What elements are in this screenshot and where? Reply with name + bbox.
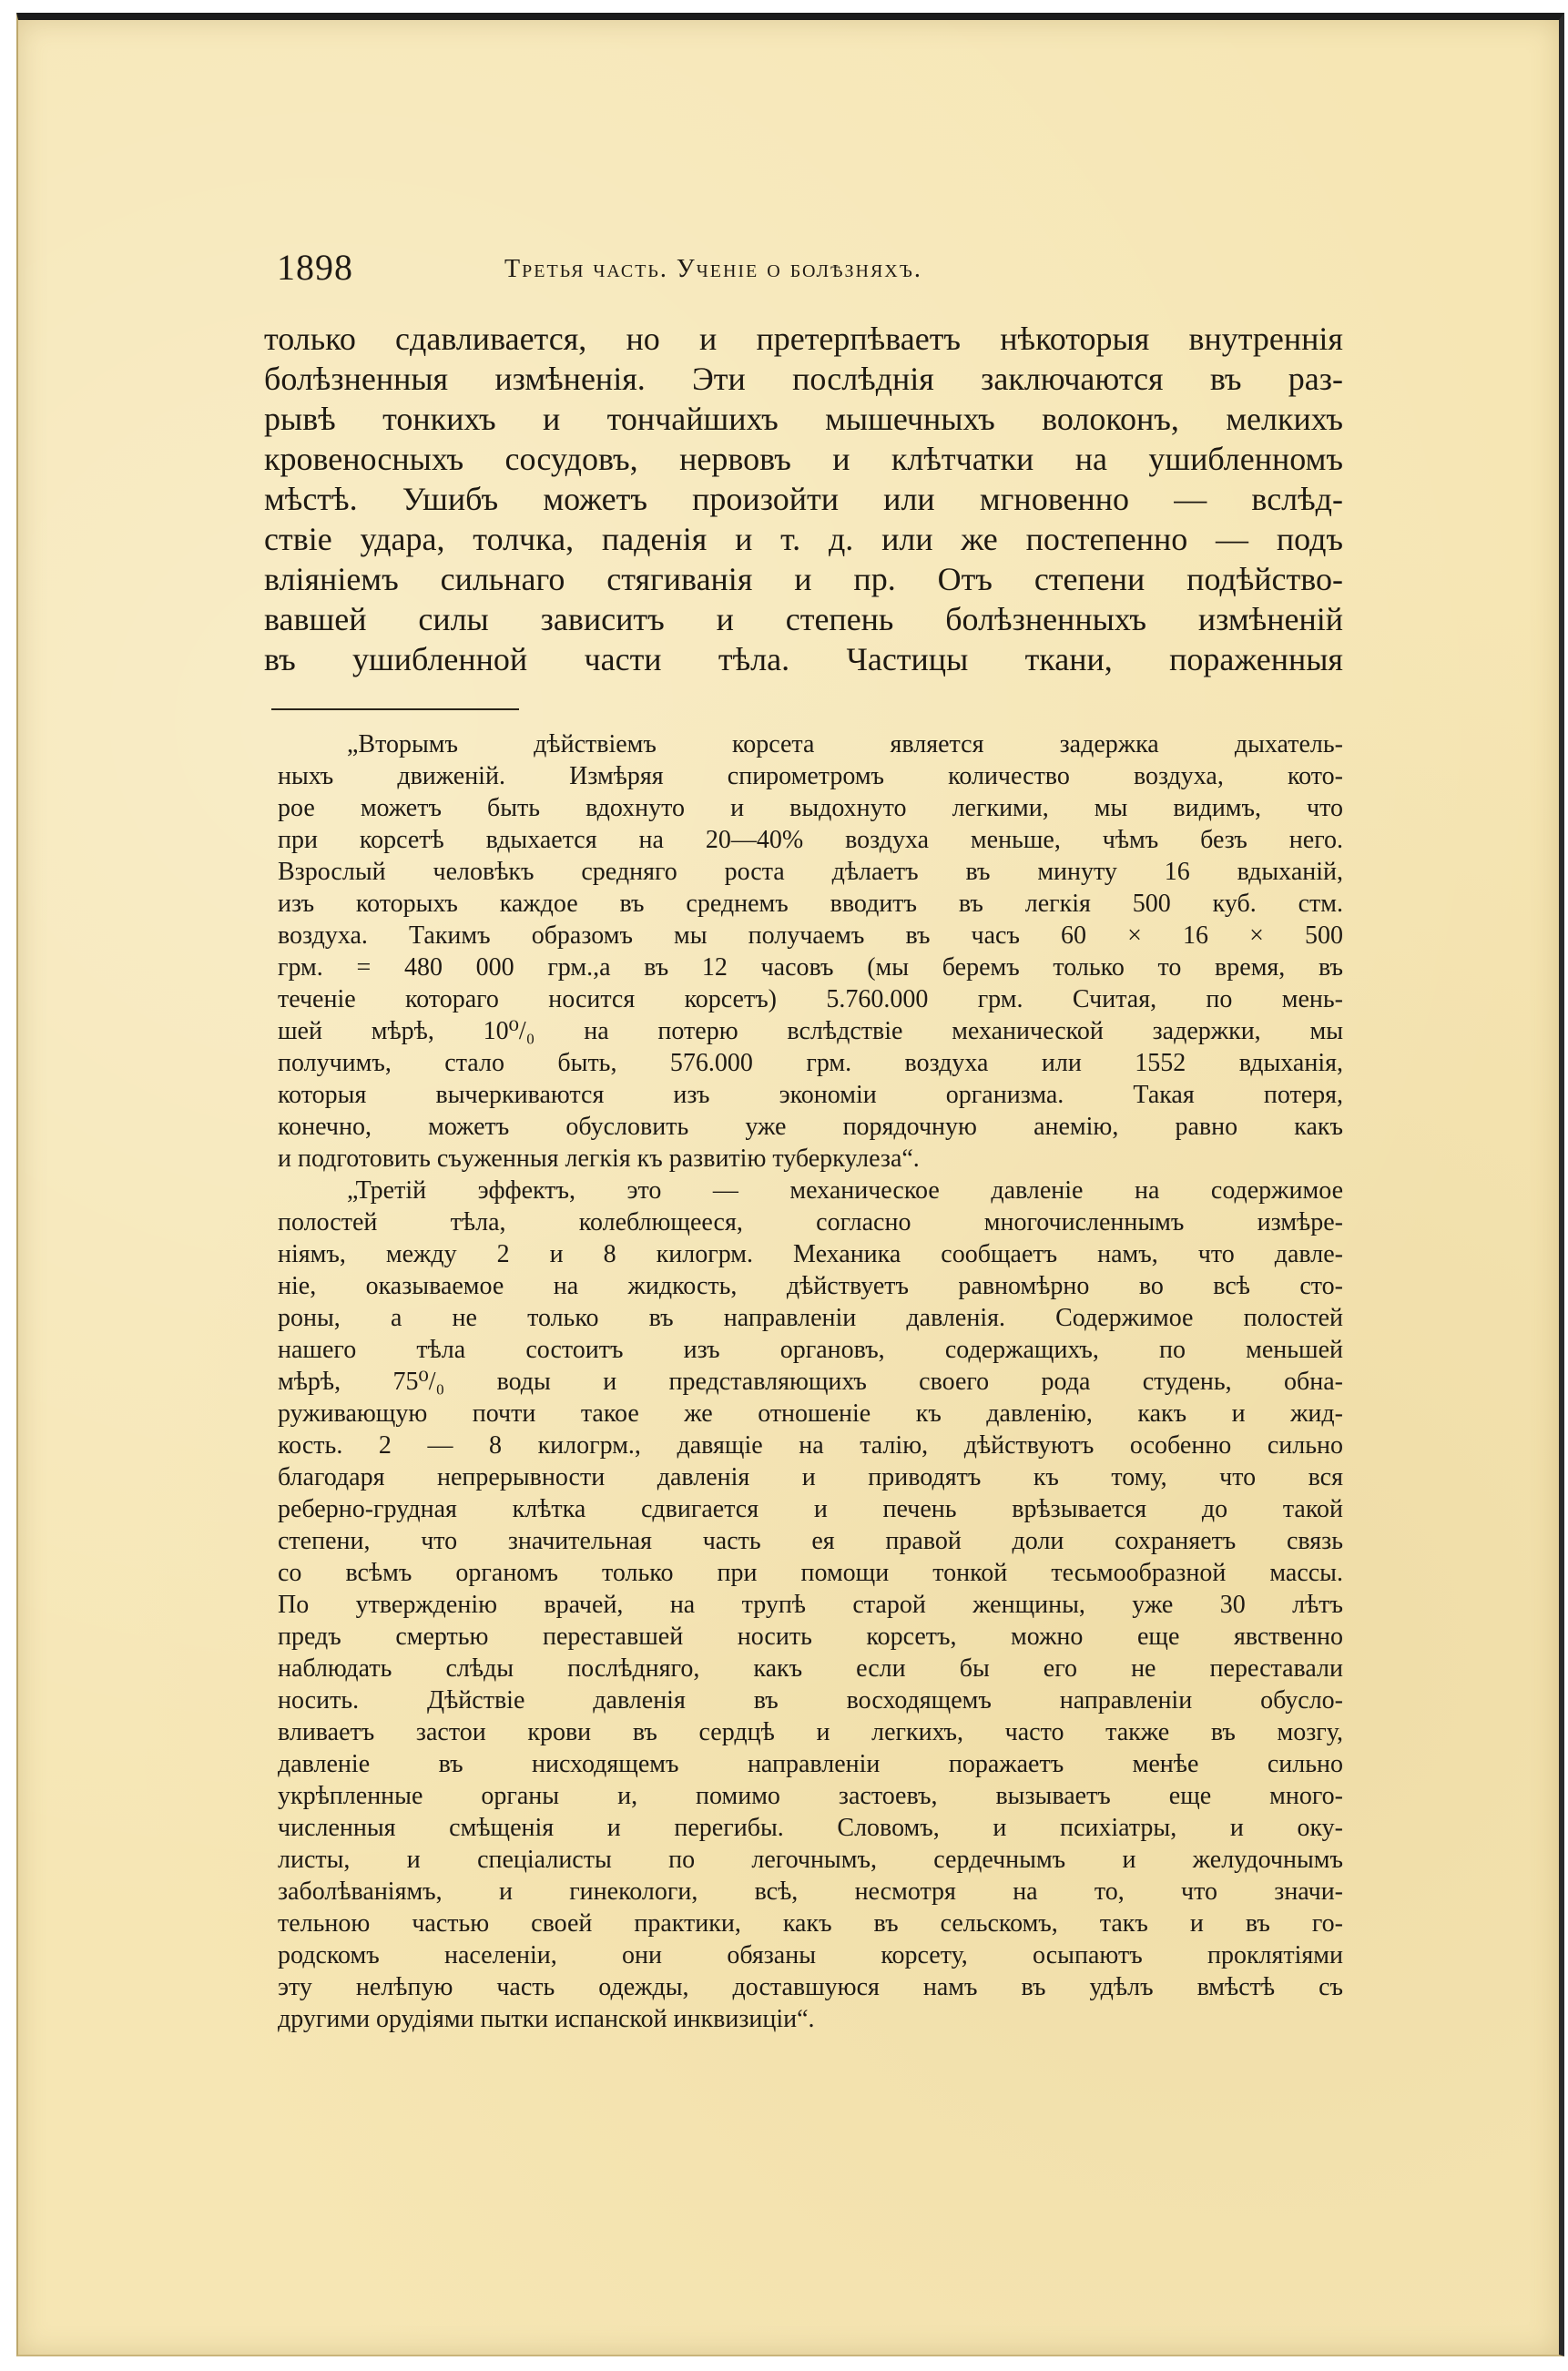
footnote-line: изъ которыхъ каждое въ среднемъ вводитъ въ легкiя 500 куб. стм. [278,890,1343,918]
footnote-line: родскомъ населенiи, они обязаны корсету, осыпаютъ проклятiями [278,1941,1343,1969]
footnote-line: эту нелѣпую часть одежды, доставшуюся намъ въ удѣлъ вмѣстѣ съ [278,1973,1343,2001]
footnote-line: реберно-грудная клѣтка сдвигается и печень врѣзывается до такой [278,1495,1343,1523]
footnote-line: рое можетъ быть вдохнуто и выдохнуто легкими, мы видимъ, что [278,794,1343,822]
footnote-line: мѣрѣ, 75⁰/₀ воды и представляющихъ своего рода студень, обна- [278,1368,1343,1396]
footnote-line: тельною частью своей практики, какъ въ сельскомъ, такъ и въ го- [278,1909,1343,1938]
footnote-line: грм. = 480 000 грм.,а въ 12 часовъ (мы беремъ только то время, въ [278,953,1343,982]
main-text-line: ствiе удара, толчка, паденiя и т. д. или же постепенно — подъ [264,521,1343,557]
footnote-separator-rule [271,708,519,710]
footnotes [278,728,1343,2035]
footnote-line: „Третiй эффектъ, это — механическое давленiе на содержимое [347,1176,1343,1205]
footnote-line: кость. 2 — 8 килогрм., давящiе на талiю, дѣйствуютъ особенно сильно [278,1431,1343,1460]
footnote-line: листы, и спецiалисты по легочнымъ, сердечнымъ и желудочнымъ [278,1846,1343,1874]
footnote-line: благодаря непрерывности давленiя и приводятъ къ тому, что вся [278,1463,1343,1491]
footnote-line: со всѣмъ органомъ только при помощи тонкой тесьмообразной массы. [278,1559,1343,1587]
footnote-line: вливаетъ застои крови въ сердцѣ и легкихъ, часто также въ мозгу, [278,1718,1343,1746]
footnote-line: ныхъ движенiй. Измѣряя спирометромъ количество воздуха, кото- [278,762,1343,790]
footnote-line: воздуха. Такимъ образомъ мы получаемъ въ часъ 60 × 16 × 500 [278,921,1343,950]
footnote-line: получимъ, стало быть, 576.000 грм. воздуха или 1552 вдыханiя, [278,1049,1343,1077]
footnote-line: носить. Дѣйствiе давленiя въ восходящемъ направленiи обусло- [278,1686,1343,1715]
main-text-line: только сдавливается, но и претерпѣваетъ нѣкоторыя внутреннiя [264,321,1343,357]
main-text-line: влiянiемъ сильнаго стягиванiя и пр. Отъ степени подѣйство- [264,561,1343,597]
footnote-line: нiямъ, между 2 и 8 килогрм. Механика сообщаетъ намъ, что давле- [278,1240,1343,1268]
footnote-paragraph-1 [278,728,1343,1175]
footnote-line: другими орудiями пытки испанской инквизицiи“. [278,2005,815,2033]
footnote-line: конечно, можетъ обусловить уже порядочную анемiю, равно какъ [278,1113,1343,1141]
footnote-line: руживающую почти такое же отношенiе къ давленiю, какъ и жид- [278,1399,1343,1428]
footnote-line: Взрослый человѣкъ средняго роста дѣлаетъ въ минуту 16 вдыханiй, [278,858,1343,886]
footnote-line: укрѣпленные органы и, помимо застоевъ, вызываетъ еще много- [278,1782,1343,1810]
footnote-line: нашего тѣла состоитъ изъ органовъ, содержащихъ, по меньшей [278,1336,1343,1364]
page-number: 1898 [277,247,353,288]
main-text-line: мѣстѣ. Ушибъ можетъ произойти или мгновенно — вслѣд- [264,481,1343,517]
footnote-line: По утвержденiю врачей, на трупѣ старой женщины, уже 30 лѣтъ [278,1591,1343,1619]
footnote-paragraph-2 [278,1175,1343,2035]
footnote-line: наблюдать слѣды послѣдняго, какъ если бы его не переставали [278,1654,1343,1683]
footnote-line: численныя смѣщенiя и перегибы. Словомъ, и психiатры, и оку- [278,1814,1343,1842]
main-text-line: кровеносныхъ сосудовъ, нервовъ и клѣтчатки на ушибленномъ [264,441,1343,477]
running-head: Третья часть. Ученiе о болѣзняхъ. [504,255,922,283]
main-text-line: болѣзненныя измѣненiя. Эти послѣднiя заключаются въ раз- [264,361,1343,397]
main-text-line: вавшей силы зависитъ и степень болѣзненныхъ измѣненiй [264,601,1343,637]
main-text [264,319,1343,679]
main-text-line: въ ушибленной части тѣла. Частицы ткани, пораженныя [264,641,1343,677]
footnote-line: предъ смертью переставшей носить корсетъ, можно еще явственно [278,1623,1343,1651]
page-header [277,246,1333,290]
footnote-line: заболѣванiямъ, и гинекологи, всѣ, несмотря на то, что значи- [278,1877,1343,1906]
footnote-line: при корсетѣ вдыхается на 20—40% воздуха меньше, чѣмъ безъ него. [278,826,1343,854]
footnote-line: и подготовить съуженныя легкiя къ развитiю туберкулеза“. [278,1145,920,1173]
footnote-line: „Вторымъ дѣйствiемъ корсета является задержка дыхатель- [347,730,1343,758]
footnote-line: давленiе въ нисходящемъ направленiи поражаетъ менѣе сильно [278,1750,1343,1778]
footnote-line: нiе, оказываемое на жидкость, дѣйствуетъ равномѣрно во всѣ сто- [278,1272,1343,1300]
footnote-line: полостей тѣла, колеблющееся, согласно многочисленнымъ измѣре- [278,1208,1343,1236]
footnote-line: степени, что значительная часть ея правой доли сохраняетъ связь [278,1527,1343,1555]
main-text-line: рывѣ тонкихъ и тончайшихъ мышечныхъ волоконъ, мелкихъ [264,401,1343,437]
footnote-line: которыя вычеркиваются изъ экономiи организма. Такая потеря, [278,1081,1343,1109]
footnote-line: теченiе котораго носится корсетъ) 5.760.000 грм. Считая, по мень- [278,985,1343,1013]
footnote-line: шей мѣрѣ, 10⁰/₀ на потерю вслѣдствiе механической задержки, мы [278,1017,1343,1045]
footnote-line: роны, а не только въ направленiи давленiя. Содержимое полостей [278,1304,1343,1332]
